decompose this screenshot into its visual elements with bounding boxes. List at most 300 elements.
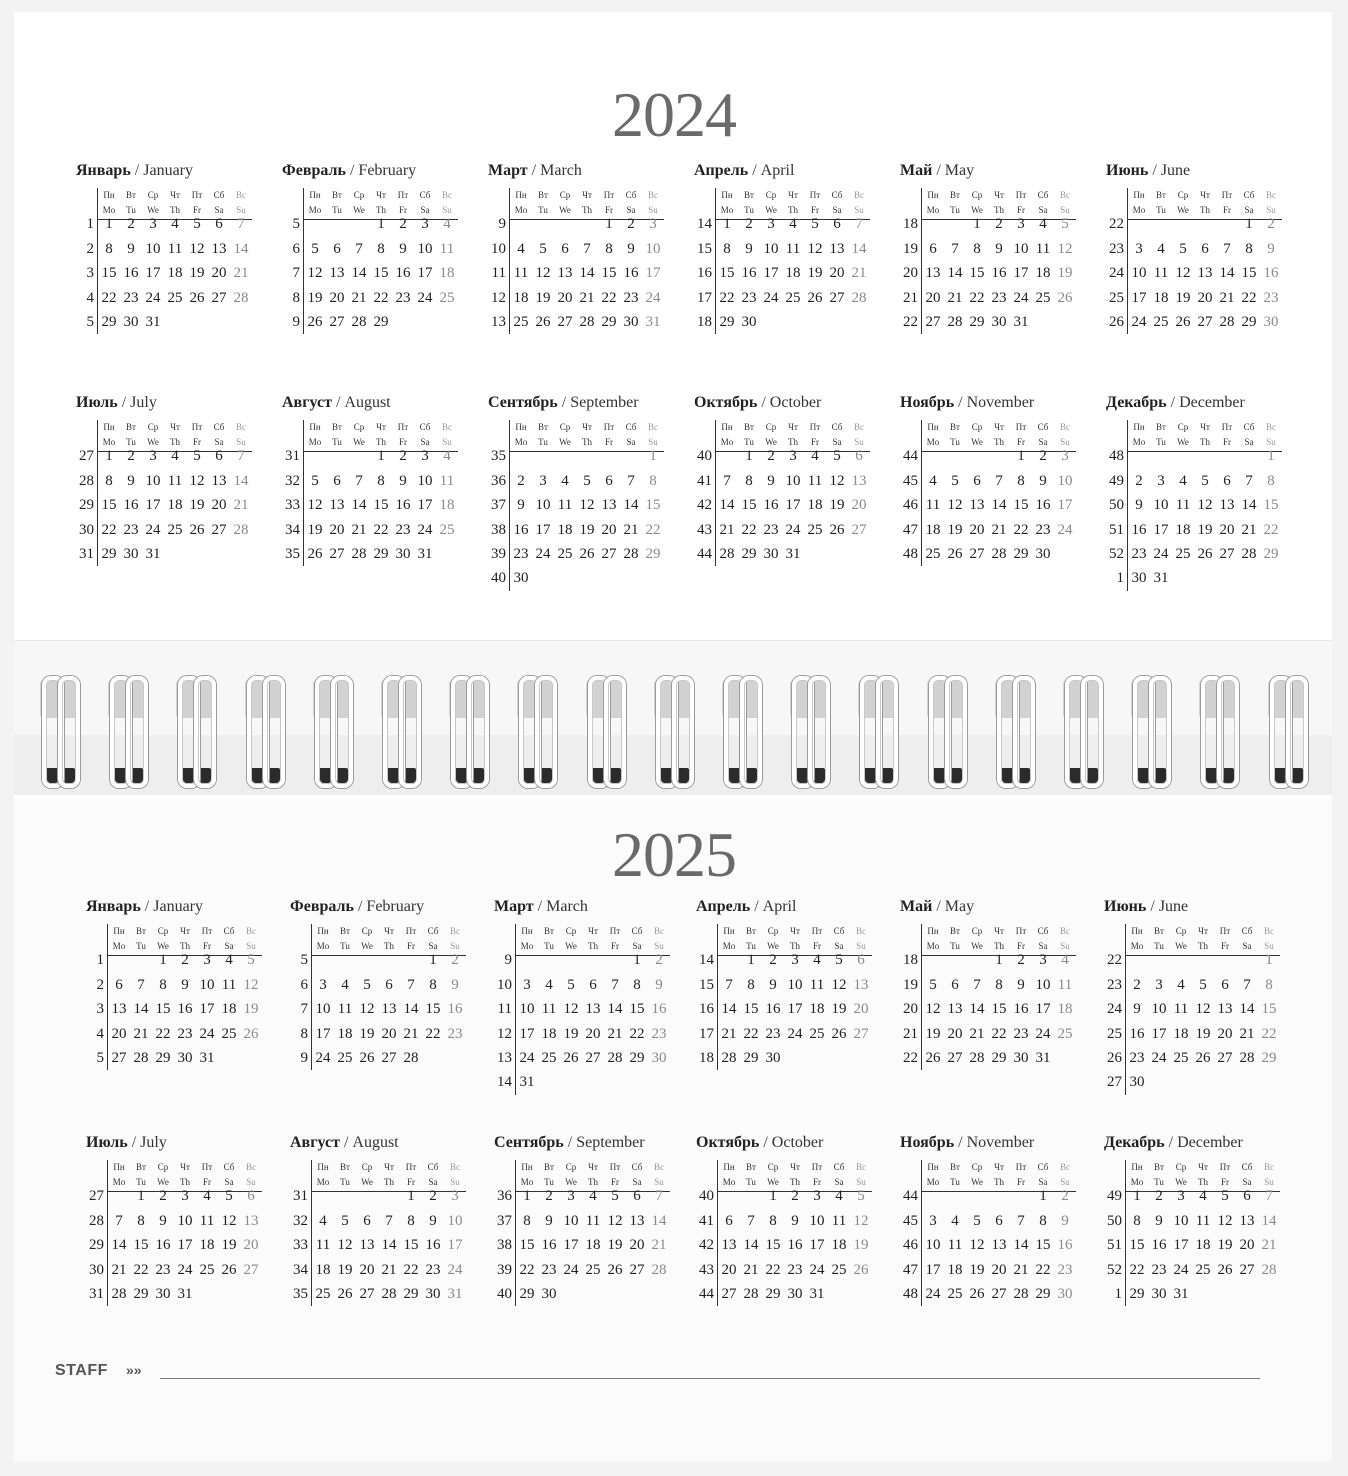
day-cell: 25 [1153, 313, 1169, 330]
day-cell: 13 [557, 265, 573, 282]
day-cell: 28 [651, 1261, 667, 1278]
day-cell: 10 [785, 472, 801, 489]
day-cell: 16 [1129, 1025, 1145, 1042]
day-cell: 13 [1219, 497, 1235, 514]
month-title [1106, 162, 1306, 184]
day-cell: 23 [623, 289, 639, 306]
day-cell [312, 948, 334, 972]
week-number: 1 [76, 212, 98, 236]
day-cell: 12 [807, 240, 823, 257]
day-cell: 17 [145, 265, 161, 282]
day-cell: 7 [627, 472, 635, 489]
day-cell: 12 [563, 1001, 579, 1018]
day-cell: 12 [947, 497, 963, 514]
weekday-en: We [765, 205, 777, 215]
day-cell: 21 [623, 521, 639, 538]
day-cell: 21 [579, 289, 595, 306]
weekday-en: Fr [1220, 1177, 1229, 1187]
day-cell: 9 [767, 472, 775, 489]
day-cell: 1 [1039, 1188, 1047, 1205]
month-name-en: May [944, 162, 975, 179]
day-cell: 30 [155, 1285, 171, 1302]
week-number: 30 [76, 518, 98, 542]
weekday-ru: Вс [450, 1162, 460, 1172]
month-grid [694, 188, 894, 334]
day-cell [1194, 566, 1216, 590]
binding-ring [1268, 676, 1306, 792]
day-cell: 1 [377, 216, 385, 233]
day-cell: 30 [1013, 1049, 1029, 1066]
weekday-en: We [565, 1177, 577, 1187]
day-cell: 28 [351, 313, 367, 330]
month-title [86, 898, 286, 920]
day-cell: 14 [947, 265, 963, 282]
day-cell: 22 [969, 289, 985, 306]
day-cell: 22 [155, 1025, 171, 1042]
week-number: 41 [694, 469, 716, 493]
day-cell: 12 [221, 1212, 237, 1229]
month-name-en: November [966, 1134, 1035, 1151]
weekday-ru: Вс [442, 422, 452, 432]
day-cell: 24 [563, 1261, 579, 1278]
weekday-ru: Вс [236, 422, 246, 432]
day-cell: 27 [629, 1261, 645, 1278]
weekday-ru: Чт [994, 926, 1004, 936]
day-cell [582, 1070, 604, 1094]
month-title-separator: / [1146, 898, 1159, 915]
week-number: 3 [76, 261, 98, 285]
day-cell: 4 [561, 472, 569, 489]
day-cell: 25 [1035, 289, 1051, 306]
day-cell: 16 [991, 265, 1007, 282]
weekday-ru: Пн [515, 422, 527, 432]
day-cell [604, 1070, 626, 1094]
day-cell: 23 [1151, 1261, 1167, 1278]
day-cell: 26 [189, 289, 205, 306]
day-cell: 11 [439, 472, 455, 489]
day-cell [378, 948, 400, 972]
day-cell: 17 [417, 265, 433, 282]
weekday-ru: Сб [1241, 1162, 1253, 1172]
weekday-en: Sa [224, 941, 234, 951]
day-cell: 30 [541, 1285, 557, 1302]
day-cell: 6 [1223, 472, 1231, 489]
weekday-en: Fr [1016, 205, 1025, 215]
weekday-en: Th [582, 437, 592, 447]
weekday-ru: Чт [588, 926, 598, 936]
month-title [900, 162, 1100, 184]
day-cell: 24 [447, 1261, 463, 1278]
day-cell: 26 [221, 1261, 237, 1278]
day-cell [186, 310, 208, 334]
day-cell: 9 [627, 240, 635, 257]
day-cell: 8 [105, 240, 113, 257]
weekday-en: Mo [926, 1177, 940, 1187]
day-cell: 24 [519, 1049, 535, 1066]
week-number: 48 [1106, 444, 1128, 468]
weekday-ru: Ср [971, 190, 983, 200]
ring-wire [1149, 676, 1171, 788]
day-cell: 25 [831, 1261, 847, 1278]
weekday-ru: Пн [103, 422, 115, 432]
day-cell: 29 [133, 1285, 149, 1302]
ring-wire [740, 676, 762, 788]
day-cell: 23 [765, 1025, 781, 1042]
day-cell: 3 [203, 952, 211, 969]
month-title [290, 1134, 490, 1156]
weekday-ru: Чт [384, 1162, 394, 1172]
day-cell: 27 [557, 313, 573, 330]
day-cell: 16 [765, 1001, 781, 1018]
weekday-en: Tu [126, 205, 136, 215]
day-cell: 13 [1239, 1212, 1255, 1229]
day-cell: 31 [199, 1049, 215, 1066]
day-cell: 20 [1197, 289, 1213, 306]
day-cell: 11 [807, 472, 823, 489]
binding-ring [790, 676, 828, 792]
weekday-ru: Вт [126, 422, 136, 432]
day-cell: 14 [651, 1212, 667, 1229]
day-cell: 21 [969, 1025, 985, 1042]
day-cell: 25 [541, 1049, 557, 1066]
week-number: 9 [488, 212, 510, 236]
month-name-ru: Февраль [282, 162, 346, 179]
weekday-en: Fr [604, 205, 613, 215]
day-cell: 20 [211, 497, 227, 514]
weekday-en: Sa [420, 205, 430, 215]
day-cell: 18 [1035, 265, 1051, 282]
week-number: 31 [76, 542, 98, 566]
day-cell: 9 [1155, 1212, 1163, 1229]
day-cell: 14 [1241, 497, 1257, 514]
month-name-ru: Май [900, 898, 933, 915]
day-cell [1214, 1070, 1236, 1094]
weekday-en: We [767, 1177, 779, 1187]
day-cell: 19 [563, 1025, 579, 1042]
day-cell: 9 [127, 472, 135, 489]
day-cell: 6 [855, 448, 863, 465]
day-cell: 9 [517, 497, 525, 514]
month-title-separator: / [1164, 1134, 1178, 1151]
day-cell [1032, 310, 1054, 334]
day-cell: 19 [807, 265, 823, 282]
weekday-ru: Пн [927, 422, 939, 432]
day-cell: 31 [145, 313, 161, 330]
month-november-2024 [900, 394, 1100, 566]
day-cell: 3 [791, 952, 799, 969]
weekday-en: We [565, 941, 577, 951]
day-cell [604, 948, 626, 972]
month-name-ru: Сентябрь [494, 1134, 564, 1151]
day-cell: 11 [199, 1212, 215, 1229]
weekday-ru: Сб [213, 422, 225, 432]
day-cell: 13 [329, 265, 345, 282]
weekday-ru: Пн [1133, 422, 1145, 432]
day-cell: 21 [947, 289, 963, 306]
day-cell: 30 [425, 1285, 441, 1302]
day-cell: 11 [1173, 1001, 1189, 1018]
weekday-en: Fr [610, 941, 619, 951]
weekday-ru: Чт [788, 422, 798, 432]
month-october-2025 [696, 1134, 896, 1306]
day-cell: 25 [315, 1285, 331, 1302]
month-name-ru: Апрель [694, 162, 749, 179]
day-cell: 22 [1241, 289, 1257, 306]
day-cell: 2 [745, 216, 753, 233]
day-cell: 11 [221, 976, 237, 993]
day-cell [516, 948, 538, 972]
day-cell: 7 [1243, 976, 1251, 993]
day-cell: 21 [1261, 1237, 1277, 1254]
day-cell: 23 [395, 289, 411, 306]
weekday-ru: Чт [582, 422, 592, 432]
day-cell: 14 [743, 1237, 759, 1254]
day-cell [400, 948, 422, 972]
day-cell: 18 [541, 1025, 557, 1042]
weekday-en: Th [994, 437, 1004, 447]
month-title-separator: / [345, 162, 359, 179]
day-cell: 4 [171, 448, 179, 465]
day-cell: 27 [851, 521, 867, 538]
day-cell [648, 1282, 670, 1306]
day-cell [1192, 948, 1214, 972]
day-cell: 8 [1245, 240, 1253, 257]
day-cell [326, 212, 348, 236]
weekday-ru: Пт [191, 422, 203, 432]
week-number: 33 [290, 1233, 312, 1257]
weekday-en: Sa [1038, 437, 1048, 447]
day-cell: 20 [721, 1261, 737, 1278]
week-number: 50 [1106, 493, 1128, 517]
day-cell: 4 [811, 448, 819, 465]
day-cell: 10 [1013, 240, 1029, 257]
day-cell: 15 [373, 265, 389, 282]
weekday-en: Tu [950, 941, 960, 951]
day-cell: 14 [969, 1001, 985, 1018]
weekday-ru: Ср [353, 422, 365, 432]
weekday-ru: Вт [340, 926, 350, 936]
weekday-en: Tu [744, 437, 754, 447]
binding-ring [722, 676, 760, 792]
day-cell [554, 444, 576, 468]
day-cell: 24 [417, 521, 433, 538]
day-cell: 8 [1267, 472, 1275, 489]
weekday-ru: Ср [971, 1162, 983, 1172]
weekday-en: Tu [1154, 941, 1164, 951]
day-cell: 15 [645, 497, 661, 514]
day-cell: 10 [417, 240, 433, 257]
weekday-ru: Пт [609, 926, 621, 936]
week-number: 16 [696, 997, 718, 1021]
day-cell: 5 [951, 472, 959, 489]
ring-wire [399, 676, 421, 788]
day-cell [1150, 212, 1172, 236]
day-cell: 7 [137, 976, 145, 993]
week-number: 28 [86, 1209, 108, 1233]
day-cell: 16 [395, 497, 411, 514]
day-cell: 18 [809, 1001, 825, 1018]
day-cell: 31 [145, 545, 161, 562]
month-april-2024 [694, 162, 894, 334]
weekday-ru: Сб [625, 422, 637, 432]
day-cell [806, 1046, 828, 1070]
day-cell: 28 [1219, 313, 1235, 330]
ring-wire [535, 676, 557, 788]
day-cell: 23 [763, 521, 779, 538]
day-cell: 20 [991, 1261, 1007, 1278]
day-cell: 10 [1057, 472, 1073, 489]
day-cell: 2 [517, 472, 525, 489]
month-title [696, 1134, 896, 1156]
day-cell: 18 [199, 1237, 215, 1254]
day-cell: 13 [585, 1001, 601, 1018]
weekday-ru: Чт [582, 190, 592, 200]
day-cell [378, 1184, 400, 1208]
day-cell: 22 [101, 289, 117, 306]
month-title-separator: / [748, 162, 761, 179]
month-august-2024 [282, 394, 482, 566]
week-number: 39 [494, 1258, 516, 1282]
day-cell [436, 310, 458, 334]
weekday-en: Tu [538, 205, 548, 215]
weekday-ru: Чт [180, 1162, 190, 1172]
weekday-ru: Ср [1175, 1162, 1187, 1172]
week-number: 22 [1104, 948, 1126, 972]
month-december-2024 [1106, 394, 1306, 591]
month-name-en: January [153, 898, 203, 915]
weekday-ru: Ср [765, 190, 777, 200]
day-cell: 6 [215, 448, 223, 465]
day-cell [532, 444, 554, 468]
day-cell: 2 [1155, 1188, 1163, 1205]
week-number: 15 [696, 973, 718, 997]
weekday-ru: Вт [950, 190, 960, 200]
day-cell: 12 [1217, 1212, 1233, 1229]
day-cell: 20 [925, 289, 941, 306]
day-cell: 9 [399, 240, 407, 257]
day-cell: 4 [1061, 952, 1069, 969]
week-number: 14 [494, 1070, 516, 1094]
day-cell [218, 1046, 240, 1070]
day-cell: 15 [629, 1001, 645, 1018]
day-cell: 5 [1199, 976, 1207, 993]
weekday-en: Mo [722, 941, 736, 951]
weekday-en: Th [994, 941, 1004, 951]
day-cell: 30 [787, 1285, 803, 1302]
weekday-en: We [353, 437, 365, 447]
month-name-en: September [576, 1134, 645, 1151]
weekday-en: Mo [514, 205, 528, 215]
weekday-ru: Пн [521, 1162, 533, 1172]
weekday-ru: Вт [538, 190, 548, 200]
weekday-ru: Ср [767, 1162, 779, 1172]
weekday-en: Su [450, 941, 460, 951]
week-number: 47 [900, 518, 922, 542]
day-cell: 9 [1061, 1212, 1069, 1229]
day-cell: 4 [951, 1212, 959, 1229]
day-cell: 9 [791, 1212, 799, 1229]
weekday-ru: Ср [147, 190, 159, 200]
day-cell: 9 [159, 1212, 167, 1229]
binding-ring [517, 676, 555, 792]
weekday-ru: Вс [1060, 422, 1070, 432]
day-cell: 22 [425, 1025, 441, 1042]
day-cell: 11 [1175, 497, 1191, 514]
month-name-en: November [966, 394, 1035, 411]
day-cell: 7 [951, 240, 959, 257]
day-cell: 26 [947, 545, 963, 562]
weekday-en: Su [856, 1177, 866, 1187]
weekday-en: Th [994, 205, 1004, 215]
day-cell: 5 [1061, 216, 1069, 233]
day-cell [560, 1070, 582, 1094]
day-cell: 19 [189, 265, 205, 282]
weekday-ru: Сб [631, 1162, 643, 1172]
day-cell: 15 [519, 1237, 535, 1254]
day-cell: 27 [211, 521, 227, 538]
day-cell: 25 [1195, 1261, 1211, 1278]
month-may-2024 [900, 162, 1100, 334]
day-cell: 6 [247, 1188, 255, 1205]
day-cell: 5 [539, 240, 547, 257]
day-cell: 17 [787, 1001, 803, 1018]
day-cell: 13 [329, 497, 345, 514]
weekday-ru: Пн [521, 926, 533, 936]
month-grid [1104, 924, 1304, 1095]
day-cell: 24 [535, 545, 551, 562]
day-cell: 24 [1153, 545, 1169, 562]
day-cell: 7 [407, 976, 415, 993]
day-cell: 24 [763, 289, 779, 306]
day-cell: 14 [233, 240, 249, 257]
day-cell: 20 [851, 497, 867, 514]
day-cell: 18 [1175, 521, 1191, 538]
month-name-en: June [1158, 898, 1189, 915]
weekday-en: Su [1060, 437, 1070, 447]
binding-ring [245, 676, 283, 792]
weekday-ru: Ср [361, 926, 373, 936]
day-cell: 12 [189, 240, 205, 257]
weekday-en: Sa [1038, 941, 1048, 951]
day-cell: 26 [807, 289, 823, 306]
weekday-en: Su [1264, 941, 1274, 951]
day-cell: 17 [315, 1025, 331, 1042]
day-cell: 10 [1173, 1212, 1189, 1229]
day-cell: 27 [925, 313, 941, 330]
week-number: 23 [1104, 973, 1126, 997]
day-cell: 5 [311, 240, 319, 257]
day-cell: 15 [133, 1237, 149, 1254]
day-cell: 15 [1263, 497, 1279, 514]
weekday-en: Mo [514, 437, 528, 447]
day-cell: 10 [519, 1001, 535, 1018]
day-cell [240, 1046, 262, 1070]
day-cell: 14 [607, 1001, 623, 1018]
weekday-ru: Ср [157, 926, 169, 936]
month-title-separator: / [563, 1134, 577, 1151]
weekday-ru: Пт [1219, 926, 1231, 936]
month-grid [696, 1160, 896, 1306]
day-cell: 31 [809, 1285, 825, 1302]
day-cell [922, 1184, 944, 1208]
day-cell: 14 [579, 265, 595, 282]
day-cell: 20 [829, 265, 845, 282]
day-cell: 23 [1263, 289, 1279, 306]
weekday-en: Sa [834, 941, 844, 951]
day-cell: 9 [995, 240, 1003, 257]
day-cell: 2 [655, 952, 663, 969]
day-cell: 22 [403, 1261, 419, 1278]
